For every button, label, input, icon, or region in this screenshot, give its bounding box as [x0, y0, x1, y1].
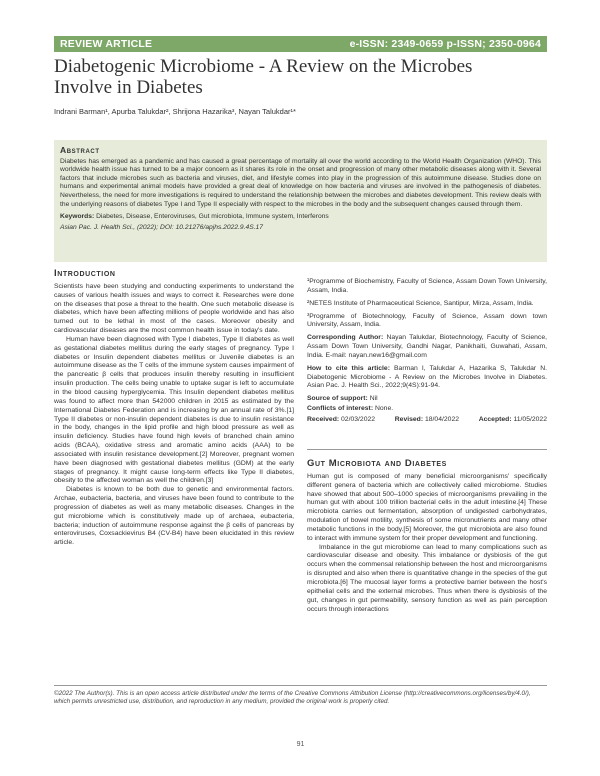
revised-date: Revised: 18/04/2022	[394, 415, 460, 423]
intro-paragraph-2: Human have been diagnosed with Type I diabetes, Type II diabetes as well as gestational diabetes mellitus during the early stages of pregnancy. Type I diabetes or Insulin dependent diabetes mellitus or Juvenile diabetes is an autoimmune disease as the T cells of the immune system causes impairment of the pancreatic β cells that produces insulin thereby resulting in insufficient insulin production. The cells being unable to uptake sugar is left to accumulate in the blood causing hyperglycemia. This Insulin dependent diabetes mellitus was found to affect more than 542000 children in 2015 as estimated by the International Diabetes Federation and is increasing by an annual rate of 3%.[1] Type II diabetes or non-insulin dependent diabetes is due to insulin resistance in the body, changes in the lipid profile and high blood pressure as well as insulin deficiency. Studies have found high levels of branched chain amino acids (BCAA), oxidative stress and aromatic amino acids (AAA) to be associated with insulin resistance development.[2] Moreover, pregnant women have been diagnosed with gestational diabetes mellitus (GDM) at the early stages of pregnancy. It might cause long-term effects like Type II diabetes, obesity to the affected woman as well the children.[3]	[54, 335, 294, 485]
accepted-date: Accepted: 11/05/2022	[478, 415, 547, 423]
conflicts-text: None.	[374, 405, 394, 413]
issn-label: e-ISSN: 2349-0659 p-ISSN; 2350-0964	[349, 38, 541, 50]
received-date: Received: 02/03/2022	[307, 415, 376, 423]
right-column	[307, 278, 547, 425]
keywords-line	[60, 213, 541, 222]
gut-heading: Gut Microbiota and Diabetes	[307, 458, 447, 469]
author-list: Indrani Barman¹, Apurba Talukdar², Shrijona Hazarika³, Nayan Talukdar¹*	[54, 107, 296, 116]
affiliation-divider	[307, 449, 547, 450]
license-footer: ©2022 The Author(s). This is an open access article distributed under the terms of the Creative Commons Attribution License (http://creativecommons.org/licenses/by/4.0/), which permits unrestricted use, distribution, and reproduction in any medium, provided the original work is properly cited.	[54, 690, 531, 706]
conflicts-label: Conflicts of interest:	[307, 405, 374, 413]
keywords-text: Diabetes, Disease, Enteroviruses, Gut microbiota, Immune system, Interferons	[96, 213, 329, 221]
howto-label: How to cite this article:	[307, 364, 390, 372]
corresponding-text: Nayan Talukdar, Biotechnology, Faculty of Science, Assam Down Town University, Gandhi Nagar, Panikhaiti, Guwahati, Assam, India. E-mail: nayan.new16@gmail.com	[307, 334, 547, 359]
support-text: Nil	[369, 395, 378, 403]
affiliation-2: ²NETES Institute of Pharmaceutical Science, Santipur, Mirza, Assam, India.	[307, 299, 534, 307]
article-type-banner	[54, 36, 547, 52]
left-column	[54, 270, 294, 548]
abstract-heading: Abstract	[60, 145, 100, 155]
abstract-box	[54, 140, 547, 262]
article-title: Diabetogenic Microbiome - A Review on the Microbes Involve in Diabetes	[54, 56, 473, 98]
section-label: REVIEW ARTICLE	[60, 38, 153, 50]
howto-text: Barman I, Talukdar A, Hazarika S, Talukdar N. Diabetogenic Microbiome - A Review on the Microbes Involve in Diabetes. Asian Pac. J. Health Sci., 2022;9(4S):91-94.	[307, 364, 547, 390]
source-of-support	[307, 395, 547, 404]
affiliations-block	[307, 278, 547, 425]
intro-paragraph-3: Diabetes is known to be both due to genetic and environmental factors. Archae, eubacteria, bacteria, and viruses have been found to contribute to the progression of diabetes as well as many metabolic diseases. Changes in the gut microbiome which is constitutively made up of archaea, eubacteria, bacteria; induction of autoimmune response against the β cells of pancreas by enteroviruses, Coxsackievirus B4 (CV-B4) have been elucidated in this review article.	[54, 486, 294, 547]
support-label: Source of support:	[307, 395, 368, 403]
abstract-citation: Asian Pac. J. Health Sci., (2022); DOI: 10.21276/apjhs.2022.9.4S.17	[60, 223, 263, 231]
affiliation-3: ³Programme of Biotechnology, Faculty of Science, Assam down town University, Assam, India.	[307, 312, 547, 329]
abstract-text: Diabetes has emerged as a pandemic and has caused a great percentage of mortality all over the world according to the World Health Organization (WHO). This worldwide health issue has turned to be a major concern as it shares its role in the onset and progression of many other metabolic diseases along with it. Several factors that include microbes such as bacteria and viruses, diet, and lifestyle comes into play in the progression of this autoimmune disease. Studies done on humans and experimental animal models have provided a great deal of knowledge on how bacteria and viruses are involved in the pathogenesis of diabetes. Nevertheless, the need for more investigations is required to understand the relationship between the microbes and diabetes development. This review deals with the underlying reasons of diabetes Type I and Type II especially with respect to the microbes in the body and the subsequent changes caused through them.	[60, 157, 541, 208]
affiliation-1: ¹Programme of Biochemistry, Faculty of Science, Assam Down Town University, Assam, India.	[307, 278, 547, 294]
how-to-cite	[307, 365, 547, 392]
gut-section	[307, 460, 547, 614]
introduction-heading: Introduction	[54, 268, 116, 279]
intro-paragraph-1: Scientists have been studying and conducting experiments to understand the causes of various health issues and ways to correct it. Researches were done on the diseases that pose a threat to the health. One such metabolic disease is diabetes, which have been affecting millions of people worldwide and has also turned out to be lethal in most of the cases. Moreover obesity and cardiovascular diseases are the most common health issue in today's date.	[54, 282, 294, 335]
page-number: 91	[296, 741, 305, 748]
keywords-label: Keywords:	[60, 213, 95, 221]
dates-line	[307, 416, 547, 425]
corresponding-author	[307, 334, 547, 361]
conflicts-of-interest	[307, 405, 547, 414]
gut-paragraph-2: Imbalance in the gut microbiome can lead to many complications such as cardiovascular disease and obesity. This imbalance or dysbiosis of the gut occurs when the commensal relationship between the host and microorganisms is disrupted and also when there is quantitative change in the species of the gut microbiota.[6] The mucosal layer forms a protective barrier between the host's epithelial cells and the external microbes. Thus when there is dysbiosis of the gut, changes in gut permeability, sensory function as well as pain perception occurs through interactions	[307, 543, 547, 613]
corresponding-label: Corresponding Author:	[307, 334, 384, 342]
footer-divider	[54, 685, 547, 686]
gut-paragraph-1: Human gut is composed of many beneficial microorganisms' specifically different genera of bacteria which are collectively called microbiome. Studies have showed that about 500–1000 species of microorganisms prevailing in the human gut with about 100 trillion bacterial cells in the adult intestine.[4] These microbiota carries out fermentation, absorption of undigested carbohydrates, modulation of bowel motility, synthesis of some micronutrients and many other metabolic functions in the body.[5] Moreover, the gut microbiota are also found to interact with immune system for their proper development and functioning.	[307, 472, 547, 542]
